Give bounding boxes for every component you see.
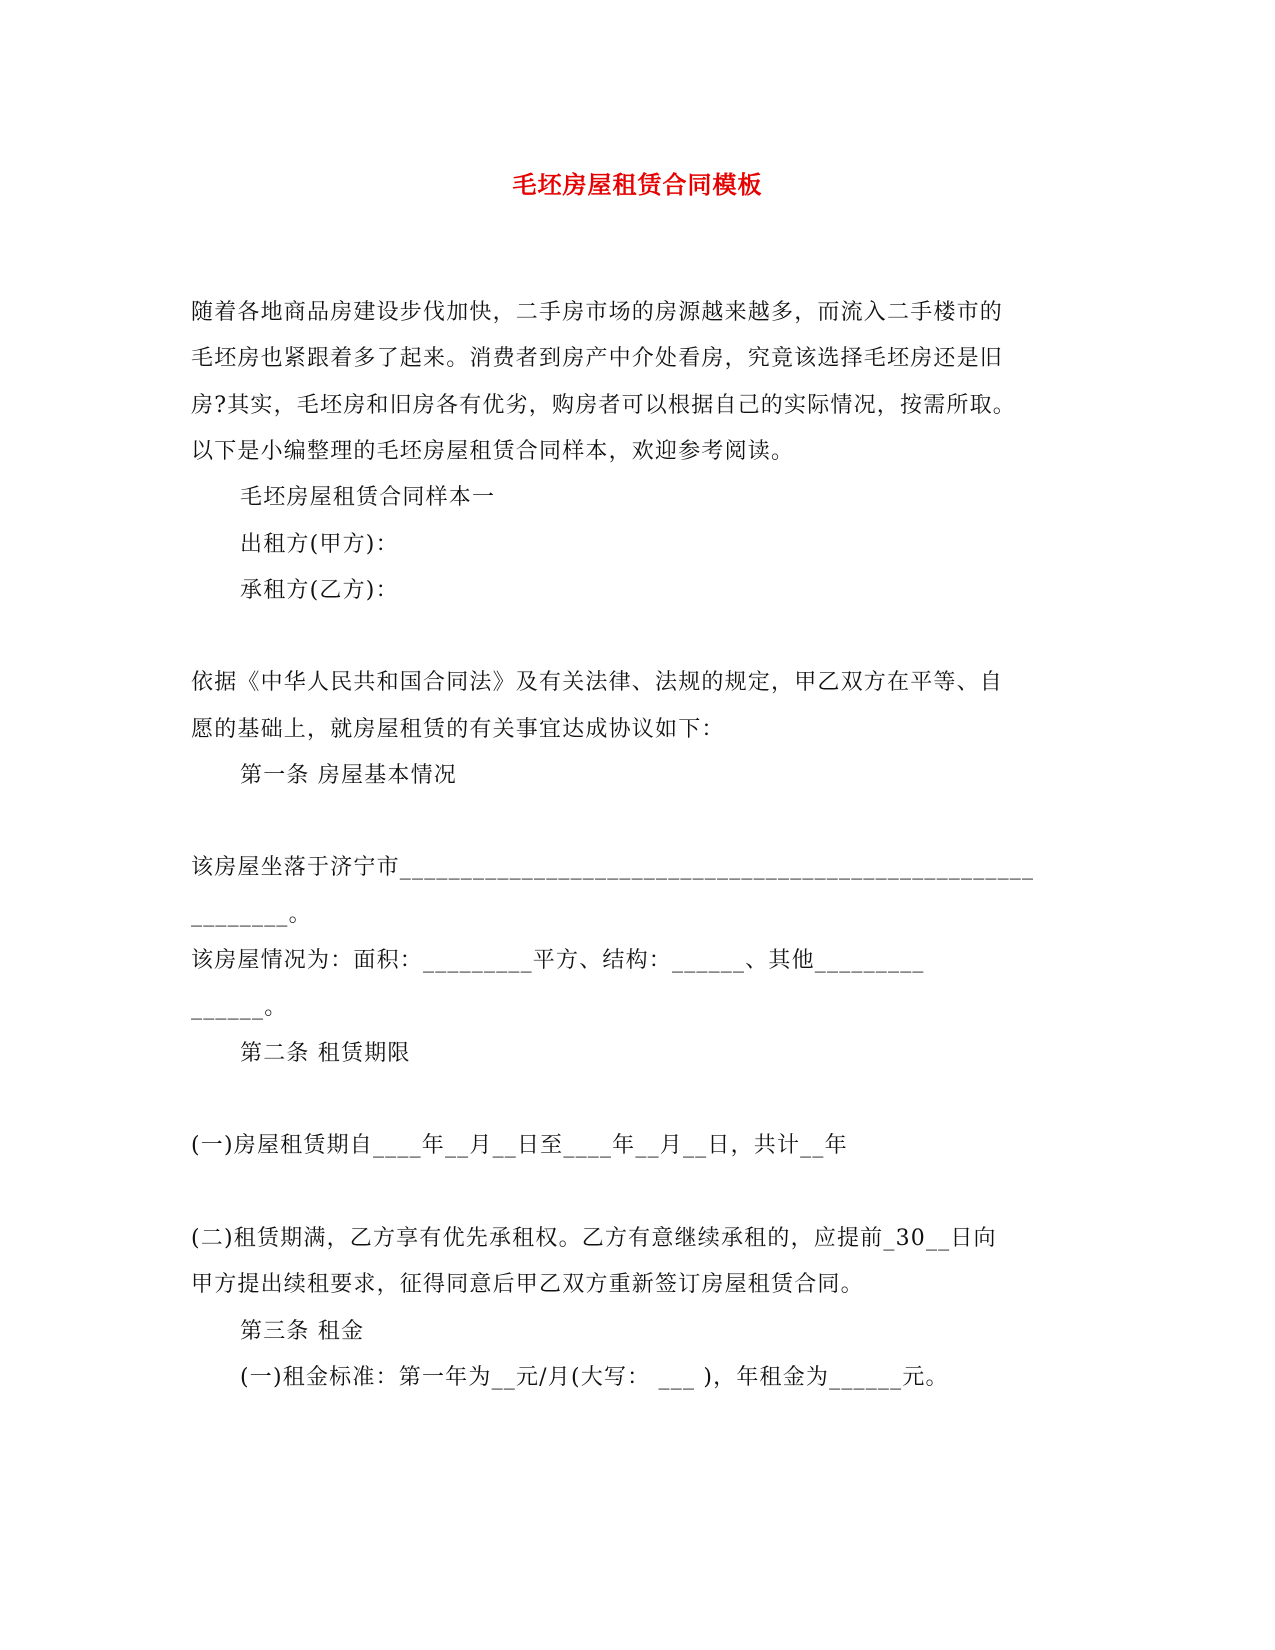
article-2-heading: 第二条 租赁期限	[240, 1041, 411, 1066]
document-title: 毛坯房屋租赁合同模板	[512, 170, 763, 199]
intro-line-1: 随着各地商品房建设步伐加快，二手房市场的房源越来越多，而流入二手楼市的	[191, 300, 1004, 325]
term-line-1: (一)房屋租赁期自____年__月__日至____年__月__日，共计__年	[191, 1133, 848, 1158]
location-line-1: 该房屋坐落于济宁市____________________________________________________	[191, 855, 1035, 880]
intro-line-2: 毛坯房也紧跟着多了起来。消费者到房产中介处看房，究竟该选择毛坯房还是旧	[191, 346, 1004, 371]
intro-line-4: 以下是小编整理的毛坯房屋租赁合同样本，欢迎参考阅读。	[191, 439, 795, 464]
rent-standard-line: (一)租金标准：第一年为__元/月(大写： ___ )，年租金为______元。	[240, 1365, 949, 1390]
renewal-line-2: 甲方提出续租要求，征得同意后甲乙双方重新签订房屋租赁合同。	[191, 1272, 864, 1297]
article-3-heading: 第三条 租金	[240, 1319, 365, 1344]
lessee-label: 承租方(乙方)：	[240, 578, 399, 603]
lessor-label: 出租方(甲方)：	[240, 532, 399, 557]
condition-line-1: 该房屋情况为：面积：_________平方、结构：______、其他_________	[191, 948, 925, 973]
agreement-line-1: 依据《中华人民共和国合同法》及有关法律、法规的规定，甲乙双方在平等、自	[191, 670, 1004, 695]
agreement-line-2: 愿的基础上，就房屋租赁的有关事宜达成协议如下：	[191, 717, 725, 742]
sample-heading: 毛坯房屋租赁合同样本一	[240, 485, 496, 510]
intro-line-3: 房?其实，毛坯房和旧房各有优劣，购房者可以根据自己的实际情况，按需所取。	[191, 393, 1016, 418]
condition-line-2: ______。	[191, 995, 288, 1020]
article-1-heading: 第一条 房屋基本情况	[240, 763, 457, 788]
renewal-line-1: (二)租赁期满，乙方享有优先承租权。乙方有意继续承租的，应提前_30__日向	[191, 1226, 997, 1251]
location-line-2: ________。	[191, 902, 312, 927]
